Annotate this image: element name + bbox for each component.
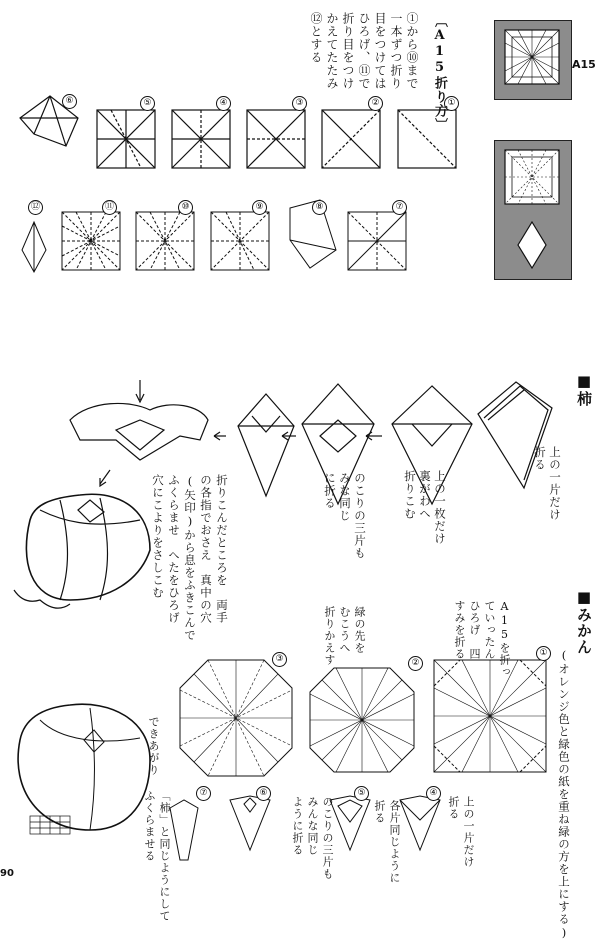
mikan-note-sides: 各片同じように 折る (373, 800, 401, 884)
a15-step-number-7: ⑦ (392, 200, 407, 215)
a15-step-number-4: ④ (216, 96, 231, 111)
kaki-note-inflate: 折りこんだところを 両手 の各指でおさえ 真中の穴 (矢印)から息をふきこんで ふくらませ へたをひろげ 穴にこよりをさしこむ (151, 474, 229, 642)
a15-step-number-9: ⑨ (252, 200, 267, 215)
a15-step-number-10: ⑩ (178, 200, 193, 215)
a15-step-number-12: ⑫ (28, 200, 43, 215)
kaki-note-back-fold: 上の一枚だけ 裏がわへ 折りこむ (403, 470, 447, 545)
mikan-finished-label: できあがり (147, 716, 160, 776)
mikan-step-number-3: ③ (272, 652, 287, 667)
a15-step-number-8: ⑧ (312, 200, 327, 215)
a15-step-number-2: ② (368, 96, 383, 111)
kaki-note-top-fold: 上の一片だけ 折る (533, 446, 562, 521)
a15-step-number-11: ⑪ (102, 200, 117, 215)
mikan-step-number-6: ⑥ (256, 786, 271, 801)
a15-step-number-5: ⑤ (140, 96, 155, 111)
mikan-step-number-1: ① (536, 646, 551, 661)
page-number: 90 (0, 868, 14, 879)
mikan-step-number-7: ⑦ (196, 786, 211, 801)
kaki-diagrams (14, 380, 552, 608)
a15-step-row2 (22, 200, 406, 272)
mikan-note-top-fold: 上の一片だけ 折る (447, 796, 475, 868)
a15-step-number-1: ① (444, 96, 459, 111)
mikan-note-remaining: のこりの三片も みんな同じ ように折る (291, 796, 334, 880)
mikan-step-number-2: ② (408, 656, 423, 671)
reference-sunburst-square-top (505, 30, 559, 84)
a15-step-number-6: ⑥ (62, 94, 77, 109)
mikan-note-a15: A15を折っ ていったん ひろげ 四 すみを折る (453, 600, 511, 678)
a15-step-number-3: ③ (292, 96, 307, 111)
mikan-step-number-4: ④ (426, 786, 441, 801)
kaki-note-remaining: のこりの三片も みな同じ に折る (323, 472, 367, 560)
reference-sunburst-square-bottom (505, 150, 559, 268)
mikan-note-green: 緑の先を むこうへ 折りかえす (323, 606, 366, 666)
a15-step-row1 (20, 96, 456, 168)
reference-code: A15 (572, 58, 596, 71)
mikan-subtitle: (オレンジ色と緑色の紙を重ね緑の方を上にする) (557, 648, 571, 941)
a15-title: 〔A15折り方〕 (432, 14, 447, 132)
kaki-heading: ■柿 (575, 372, 593, 407)
mikan-step-number-5: ⑤ (354, 786, 369, 801)
mikan-note-inflate: 「柿」と同じようにして ふくらませる (143, 790, 171, 922)
mikan-heading: ■みかん (575, 588, 593, 655)
a15-instructions: ①から⑩まで 一本ずつ折り 目をつけては ひろげ、⑪で 折り目をつけ かえてたたみ ⑫とする (309, 12, 419, 90)
